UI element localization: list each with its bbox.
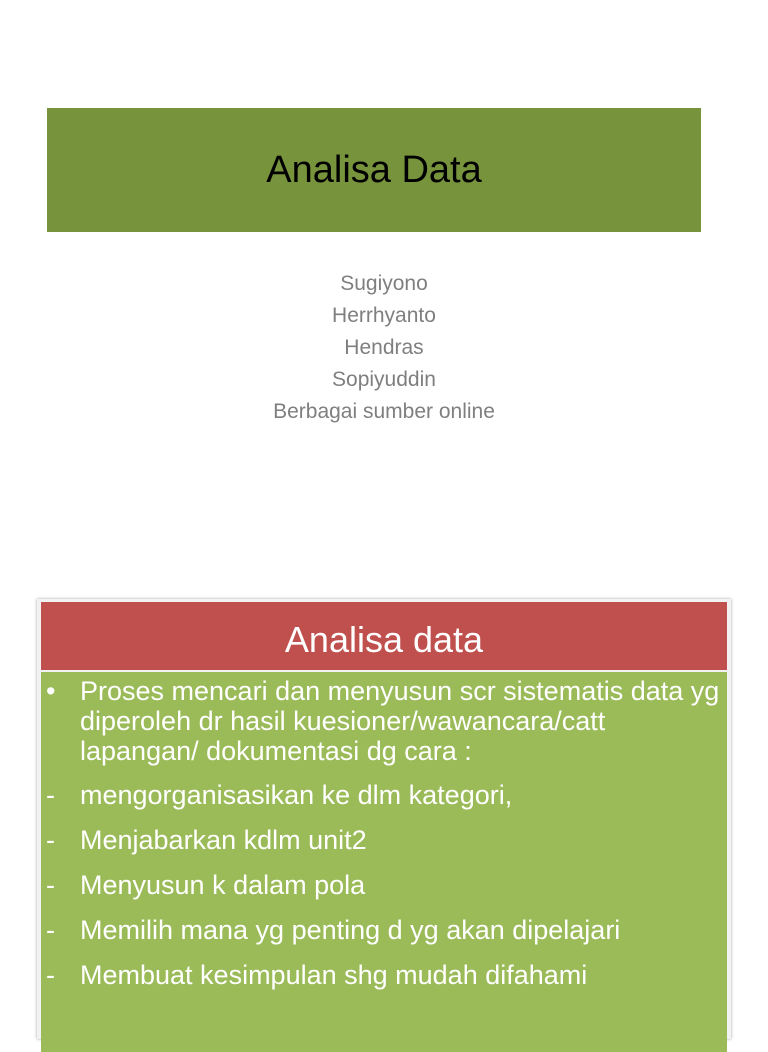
- author-line: Herrhyanto: [332, 304, 436, 327]
- list-item-text: Memilih mana yg penting d yg akan dipelajari: [80, 915, 621, 945]
- list-item-text: Menyusun k dalam pola: [80, 870, 366, 900]
- bullet-list: [46, 676, 722, 1005]
- list-item: [46, 915, 722, 945]
- title-banner: [47, 108, 701, 232]
- list-item: [46, 676, 722, 766]
- list-item: [46, 960, 722, 990]
- author-list: [0, 268, 768, 428]
- author-line: Sopiyuddin: [332, 368, 436, 391]
- list-item-text: Proses mencari dan menyusun scr sistematis data yg diperoleh dr hasil kuesioner/wawancara/catt lapangan/ dokumentasi dg cara :: [80, 676, 720, 766]
- slide-title: Analisa Data: [266, 148, 482, 191]
- slide-title: Analisa data: [284, 619, 484, 660]
- slide-2: [37, 599, 731, 1039]
- dash-marker: -: [46, 780, 55, 810]
- list-item-text: Membuat kesimpulan shg mudah difahami: [80, 960, 588, 990]
- list-item: [46, 780, 722, 810]
- author-line: Berbagai sumber online: [273, 400, 495, 423]
- list-item: [46, 870, 722, 900]
- dash-marker: -: [46, 915, 55, 945]
- author-line: Sugiyono: [340, 272, 428, 295]
- slide-header: [41, 602, 727, 670]
- bullet-marker: •: [46, 676, 56, 706]
- list-item-text: mengorganisasikan ke dlm kategori,: [80, 780, 513, 810]
- list-item: [46, 825, 722, 855]
- list-item-text: Menjabarkan kdlm unit2: [80, 825, 367, 855]
- dash-marker: -: [46, 825, 55, 855]
- slide-body: [41, 672, 727, 1052]
- dash-marker: -: [46, 870, 55, 900]
- dash-marker: -: [46, 960, 55, 990]
- author-line: Hendras: [344, 336, 424, 359]
